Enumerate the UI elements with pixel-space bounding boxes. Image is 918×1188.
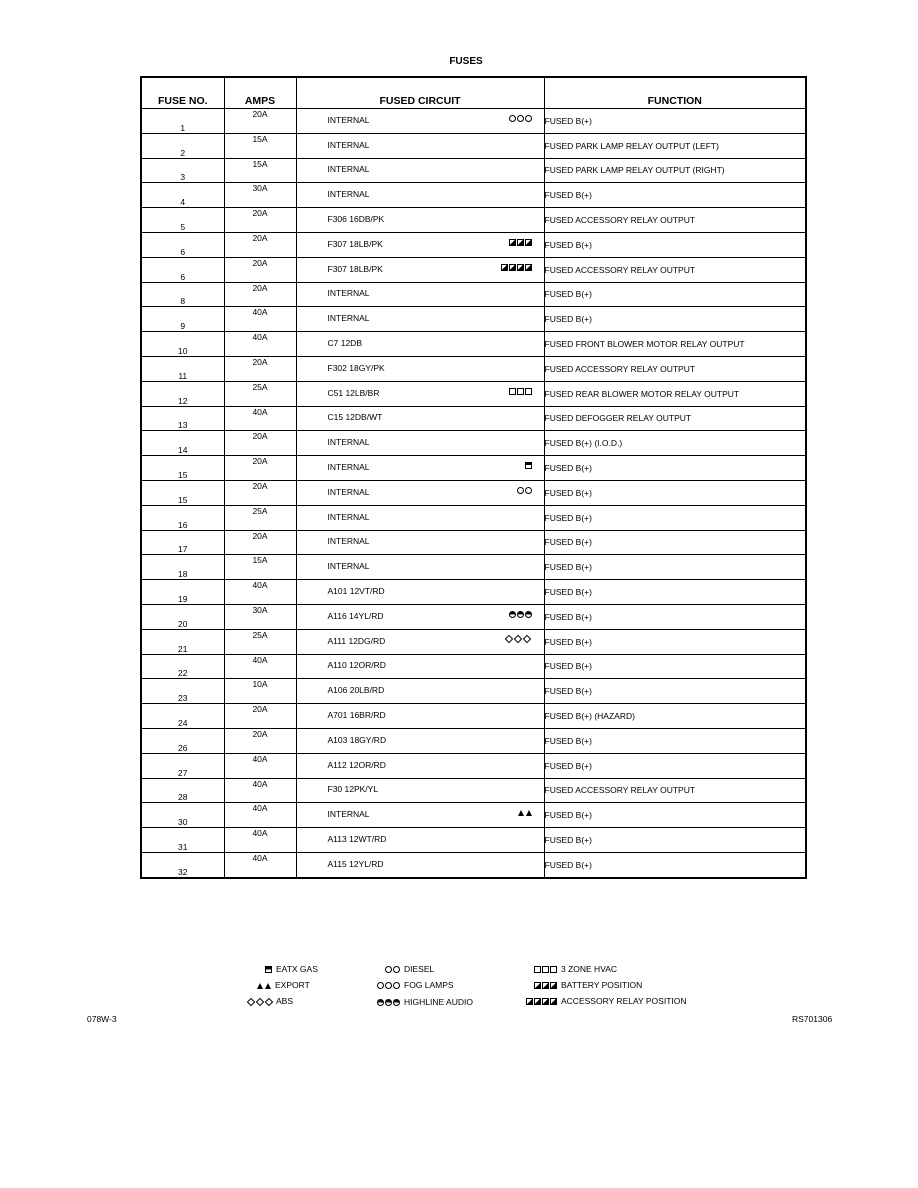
fused-circuit-text: INTERNAL: [327, 139, 370, 150]
fused-circuit-text: C51 12LB/BR: [327, 387, 380, 398]
fused-circuit-cell: [296, 629, 544, 654]
fused-circuit-cell: [296, 580, 544, 605]
half-circle-icon: [509, 611, 516, 618]
square-icon: [542, 966, 549, 973]
fused-circuit-text: INTERNAL: [327, 536, 370, 547]
function-cell: FUSED B(+): [544, 852, 806, 877]
option-symbol: [524, 461, 532, 469]
legend-label: EXPORT: [275, 980, 310, 990]
table-row: [141, 332, 806, 357]
legend-item: [246, 996, 293, 1006]
legend-item: [375, 980, 454, 990]
table-row: [141, 356, 806, 381]
fuse-number-cell: 28: [141, 778, 224, 803]
header-fused-circuit: FUSED CIRCUIT: [296, 77, 544, 109]
half-circle-icon: [393, 999, 400, 1006]
diag-square-icon: [517, 264, 524, 271]
option-symbol: [508, 610, 532, 618]
fused-circuit-text: A103 18GY/RD: [327, 734, 387, 745]
diag-square-icon: [525, 264, 532, 271]
header-fuse-no: FUSE NO.: [141, 77, 224, 109]
function-cell: FUSED PARK LAMP RELAY OUTPUT (LEFT): [544, 133, 806, 158]
fused-circuit-cell: [296, 183, 544, 208]
fused-circuit-text: A116 14YL/RD: [327, 610, 384, 621]
amps-cell: 40A: [224, 332, 296, 357]
fused-circuit-cell: [296, 728, 544, 753]
function-cell: FUSED REAR BLOWER MOTOR RELAY OUTPUT: [544, 381, 806, 406]
fused-circuit-cell: [296, 654, 544, 679]
amps-cell: 15A: [224, 133, 296, 158]
legend-label: BATTERY POSITION: [561, 980, 643, 990]
table-row: [141, 208, 806, 233]
function-cell: FUSED B(+): [544, 109, 806, 134]
square-icon: [509, 388, 516, 395]
diag-square-icon: [525, 239, 532, 246]
table-row: [141, 555, 806, 580]
ring-icon: [525, 487, 532, 494]
amps-cell: 25A: [224, 381, 296, 406]
legend-symbol: [372, 997, 400, 1007]
fuse-number-cell: 21: [141, 629, 224, 654]
function-cell: FUSED B(+): [544, 480, 806, 505]
fused-circuit-cell: [296, 456, 544, 481]
fused-circuit-text: INTERNAL: [327, 486, 370, 497]
fuse-number-cell: 14: [141, 431, 224, 456]
amps-cell: 20A: [224, 456, 296, 481]
diamond-icon: [264, 998, 272, 1006]
ring-icon: [393, 982, 400, 989]
half-circle-icon: [385, 999, 392, 1006]
table-row: [141, 158, 806, 183]
function-cell: FUSED ACCESSORY RELAY OUTPUT: [544, 356, 806, 381]
triangle-icon: [257, 983, 263, 989]
ring-icon: [393, 966, 400, 973]
ring-icon: [385, 966, 392, 973]
function-cell: FUSED B(+): [544, 629, 806, 654]
legend-symbol: [255, 980, 271, 990]
legend-symbol: [532, 980, 557, 990]
fused-circuit-cell: [296, 530, 544, 555]
option-symbol: [508, 114, 532, 122]
diamond-icon: [246, 998, 254, 1006]
amps-cell: 20A: [224, 728, 296, 753]
fused-circuit-text: C15 12DB/WT: [327, 412, 383, 423]
legend-label: DIESEL: [404, 964, 435, 974]
triangle-icon: [518, 810, 524, 816]
amps-cell: 20A: [224, 257, 296, 282]
function-cell: FUSED ACCESSORY RELAY OUTPUT: [544, 257, 806, 282]
fuse-table: [140, 76, 807, 879]
amps-cell: 20A: [224, 480, 296, 505]
fuse-number-cell: 5: [141, 208, 224, 233]
function-cell: FUSED B(+): [544, 728, 806, 753]
diag-square-icon: [517, 239, 524, 246]
function-cell: FUSED B(+): [544, 232, 806, 257]
fuse-number-cell: 6: [141, 257, 224, 282]
fused-circuit-cell: [296, 356, 544, 381]
legend-label: 3 ZONE HVAC: [561, 964, 618, 974]
square-icon: [550, 966, 557, 973]
table-row: [141, 232, 806, 257]
fuse-number-cell: 31: [141, 828, 224, 853]
table-row: [141, 728, 806, 753]
fused-circuit-cell: [296, 307, 544, 332]
table-row: [141, 109, 806, 134]
fused-circuit-cell: [296, 431, 544, 456]
option-symbol: [505, 635, 532, 643]
fused-circuit-text: INTERNAL: [327, 313, 370, 324]
fuse-number-cell: 6: [141, 232, 224, 257]
legend-symbol: [262, 964, 272, 974]
table-row: [141, 852, 806, 877]
square-icon: [534, 966, 541, 973]
fuse-number-cell: 30: [141, 803, 224, 828]
fused-circuit-text: INTERNAL: [327, 437, 370, 448]
table-row: [141, 480, 806, 505]
amps-cell: 40A: [224, 580, 296, 605]
fused-circuit-cell: [296, 828, 544, 853]
function-cell: FUSED B(+): [544, 828, 806, 853]
function-cell: FUSED PARK LAMP RELAY OUTPUT (RIGHT): [544, 158, 806, 183]
table-row: [141, 530, 806, 555]
amps-cell: 20A: [224, 530, 296, 555]
legend-item: [372, 997, 473, 1007]
fuse-number-cell: 27: [141, 753, 224, 778]
table-row: [141, 183, 806, 208]
amps-cell: 20A: [224, 282, 296, 307]
function-cell: FUSED FRONT BLOWER MOTOR RELAY OUTPUT: [544, 332, 806, 357]
table-row: [141, 580, 806, 605]
half-circle-icon: [525, 611, 532, 618]
legend-symbol: [375, 980, 400, 990]
amps-cell: 20A: [224, 356, 296, 381]
fuse-number-cell: 22: [141, 654, 224, 679]
fused-circuit-cell: [296, 679, 544, 704]
fuse-number-cell: 9: [141, 307, 224, 332]
table-row: [141, 828, 806, 853]
fused-circuit-text: F306 16DB/PK: [327, 214, 385, 225]
fuse-number-cell: 19: [141, 580, 224, 605]
fused-circuit-cell: [296, 109, 544, 134]
table-row: [141, 704, 806, 729]
drawing-code-left: 078W-3: [87, 1014, 117, 1024]
function-cell: FUSED B(+): [544, 456, 806, 481]
diag-square-icon: [526, 998, 533, 1005]
legend-symbol: [384, 964, 400, 974]
legend-symbol: [532, 964, 557, 974]
amps-cell: 40A: [224, 654, 296, 679]
fused-circuit-text: A113 12WT/RD: [327, 834, 387, 844]
amps-cell: 15A: [224, 158, 296, 183]
diag-square-icon: [550, 998, 557, 1005]
legend-item: [384, 964, 434, 974]
ring-icon: [385, 982, 392, 989]
fused-circuit-cell: [296, 704, 544, 729]
legend-label: ABS: [276, 996, 294, 1006]
fuse-number-cell: 12: [141, 381, 224, 406]
diag-square-icon: [534, 998, 541, 1005]
fused-circuit-text: A112 12OR/RD: [327, 759, 386, 770]
legend-symbol: [246, 996, 272, 1006]
diag-square-icon: [501, 264, 508, 271]
fused-circuit-cell: [296, 332, 544, 357]
fused-circuit-text: F307 18LB/PK: [327, 238, 383, 249]
amps-cell: 30A: [224, 183, 296, 208]
diamond-icon: [505, 635, 513, 643]
fused-circuit-cell: [296, 604, 544, 629]
function-cell: FUSED B(+): [544, 654, 806, 679]
half-square-icon: [525, 462, 532, 469]
triangle-icon: [526, 810, 532, 816]
legend-label: ACCESSORY RELAY POSITION: [561, 996, 687, 1006]
fused-circuit-cell: [296, 158, 544, 183]
fuse-number-cell: 15: [141, 456, 224, 481]
amps-cell: 20A: [224, 704, 296, 729]
legend-item: [532, 964, 617, 974]
legend-label: FOG LAMPS: [404, 980, 454, 990]
diag-square-icon: [550, 982, 557, 989]
ring-icon: [377, 982, 384, 989]
fused-circuit-cell: [296, 133, 544, 158]
fused-circuit-text: A101 12VT/RD: [327, 586, 385, 597]
option-symbol: [508, 387, 532, 395]
table-row: [141, 307, 806, 332]
ring-icon: [525, 115, 532, 122]
legend-item: [262, 964, 318, 974]
fuse-number-cell: 18: [141, 555, 224, 580]
amps-cell: 40A: [224, 307, 296, 332]
amps-cell: 15A: [224, 555, 296, 580]
header-function: FUNCTION: [544, 77, 806, 109]
diamond-icon: [255, 998, 263, 1006]
table-row: [141, 629, 806, 654]
fuse-number-cell: 17: [141, 530, 224, 555]
square-icon: [517, 388, 524, 395]
table-row: [141, 778, 806, 803]
function-cell: FUSED B(+) (I.O.D.): [544, 431, 806, 456]
amps-cell: 20A: [224, 109, 296, 134]
ring-icon: [517, 487, 524, 494]
amps-cell: 20A: [224, 208, 296, 233]
fuse-number-cell: 4: [141, 183, 224, 208]
table-row: [141, 381, 806, 406]
amps-cell: 25A: [224, 629, 296, 654]
fused-circuit-text: A106 20LB/RD: [327, 685, 385, 696]
fused-circuit-text: INTERNAL: [327, 114, 370, 125]
function-cell: FUSED B(+): [544, 530, 806, 555]
legend-item: [255, 980, 310, 990]
fused-circuit-cell: [296, 505, 544, 530]
amps-cell: 20A: [224, 232, 296, 257]
fuse-table-body: [141, 109, 806, 878]
fuse-number-cell: 13: [141, 406, 224, 431]
fuse-number-cell: 20: [141, 604, 224, 629]
half-square-icon: [265, 966, 272, 973]
fused-circuit-text: F302 18GY/PK: [327, 362, 385, 373]
function-cell: FUSED ACCESSORY RELAY OUTPUT: [544, 208, 806, 233]
table-header-row: [141, 77, 806, 109]
fused-circuit-text: INTERNAL: [327, 809, 370, 820]
table-row: [141, 753, 806, 778]
table-row: [141, 406, 806, 431]
diag-square-icon: [542, 982, 549, 989]
amps-cell: 40A: [224, 828, 296, 853]
amps-cell: 25A: [224, 505, 296, 530]
fuse-number-cell: 32: [141, 852, 224, 877]
fused-circuit-text: INTERNAL: [327, 511, 370, 522]
fused-circuit-cell: [296, 753, 544, 778]
table-row: [141, 604, 806, 629]
fused-circuit-text: INTERNAL: [327, 189, 370, 200]
square-icon: [525, 388, 532, 395]
function-cell: FUSED B(+) (HAZARD): [544, 704, 806, 729]
legend-item: [524, 996, 687, 1006]
amps-cell: 40A: [224, 753, 296, 778]
fuse-number-cell: 3: [141, 158, 224, 183]
amps-cell: 10A: [224, 679, 296, 704]
fuse-number-cell: 16: [141, 505, 224, 530]
table-row: [141, 803, 806, 828]
amps-cell: 20A: [224, 431, 296, 456]
fuse-number-cell: 1: [141, 109, 224, 134]
function-cell: FUSED ACCESSORY RELAY OUTPUT: [544, 778, 806, 803]
fused-circuit-text: A115 12YL/RD: [327, 858, 384, 869]
fuse-number-cell: 11: [141, 356, 224, 381]
table-row: [141, 431, 806, 456]
fuse-number-cell: 2: [141, 133, 224, 158]
function-cell: FUSED B(+): [544, 505, 806, 530]
fused-circuit-text: A111 12DG/RD: [327, 635, 386, 646]
function-cell: FUSED B(+): [544, 555, 806, 580]
diag-square-icon: [542, 998, 549, 1005]
function-cell: FUSED B(+): [544, 307, 806, 332]
fused-circuit-text: A110 12OR/RD: [327, 660, 386, 671]
function-cell: FUSED B(+): [544, 580, 806, 605]
fused-circuit-text: INTERNAL: [327, 561, 370, 572]
fused-circuit-cell: [296, 381, 544, 406]
fused-circuit-cell: [296, 257, 544, 282]
fused-circuit-cell: [296, 406, 544, 431]
table-row: [141, 654, 806, 679]
function-cell: FUSED B(+): [544, 282, 806, 307]
table-row: [141, 505, 806, 530]
legend-label: HIGHLINE AUDIO: [404, 997, 473, 1007]
legend-symbol: [524, 996, 557, 1006]
fuse-number-cell: 8: [141, 282, 224, 307]
option-symbol: [516, 808, 532, 816]
amps-cell: 40A: [224, 778, 296, 803]
ring-icon: [509, 115, 516, 122]
legend-label: EATX GAS: [276, 964, 318, 974]
fused-circuit-text: INTERNAL: [327, 462, 370, 473]
table-row: [141, 133, 806, 158]
table-row: [141, 257, 806, 282]
fused-circuit-cell: [296, 208, 544, 233]
fuse-number-cell: 24: [141, 704, 224, 729]
half-circle-icon: [377, 999, 384, 1006]
fused-circuit-text: INTERNAL: [327, 288, 370, 299]
amps-cell: 40A: [224, 852, 296, 877]
fused-circuit-cell: [296, 852, 544, 877]
header-amps: AMPS: [224, 77, 296, 109]
function-cell: FUSED B(+): [544, 679, 806, 704]
function-cell: FUSED B(+): [544, 803, 806, 828]
function-cell: FUSED B(+): [544, 604, 806, 629]
amps-cell: 40A: [224, 406, 296, 431]
half-circle-icon: [517, 611, 524, 618]
diamond-icon: [523, 635, 531, 643]
fused-circuit-cell: [296, 480, 544, 505]
table-row: [141, 282, 806, 307]
function-cell: FUSED DEFOGGER RELAY OUTPUT: [544, 406, 806, 431]
fused-circuit-text: F30 12PK/YL: [327, 784, 379, 795]
amps-cell: 40A: [224, 803, 296, 828]
function-cell: FUSED B(+): [544, 753, 806, 778]
fused-circuit-text: INTERNAL: [327, 164, 370, 175]
diag-square-icon: [534, 982, 541, 989]
page-title: FUSES: [449, 56, 483, 67]
fused-circuit-cell: [296, 803, 544, 828]
fused-circuit-text: C7 12DB: [327, 338, 362, 349]
fused-circuit-cell: [296, 232, 544, 257]
ring-icon: [517, 115, 524, 122]
fused-circuit-cell: [296, 282, 544, 307]
option-symbol: [516, 486, 532, 494]
fused-circuit-cell: [296, 555, 544, 580]
table-row: [141, 679, 806, 704]
fuse-number-cell: 15: [141, 480, 224, 505]
function-cell: FUSED B(+): [544, 183, 806, 208]
triangle-icon: [265, 983, 271, 989]
fuse-number-cell: 26: [141, 728, 224, 753]
fused-circuit-text: F307 18LB/PK: [327, 263, 383, 274]
fused-circuit-cell: [296, 778, 544, 803]
legend-item: [532, 980, 642, 990]
diag-square-icon: [509, 264, 516, 271]
fuse-number-cell: 23: [141, 679, 224, 704]
option-symbol: [500, 263, 532, 271]
fused-circuit-text: A701 16BR/RD: [327, 710, 386, 721]
amps-cell: 30A: [224, 604, 296, 629]
fuse-number-cell: 10: [141, 332, 224, 357]
drawing-code-right: RS701306: [792, 1014, 833, 1024]
option-symbol: [508, 238, 532, 246]
table-row: [141, 456, 806, 481]
diag-square-icon: [509, 239, 516, 246]
diamond-icon: [514, 635, 522, 643]
